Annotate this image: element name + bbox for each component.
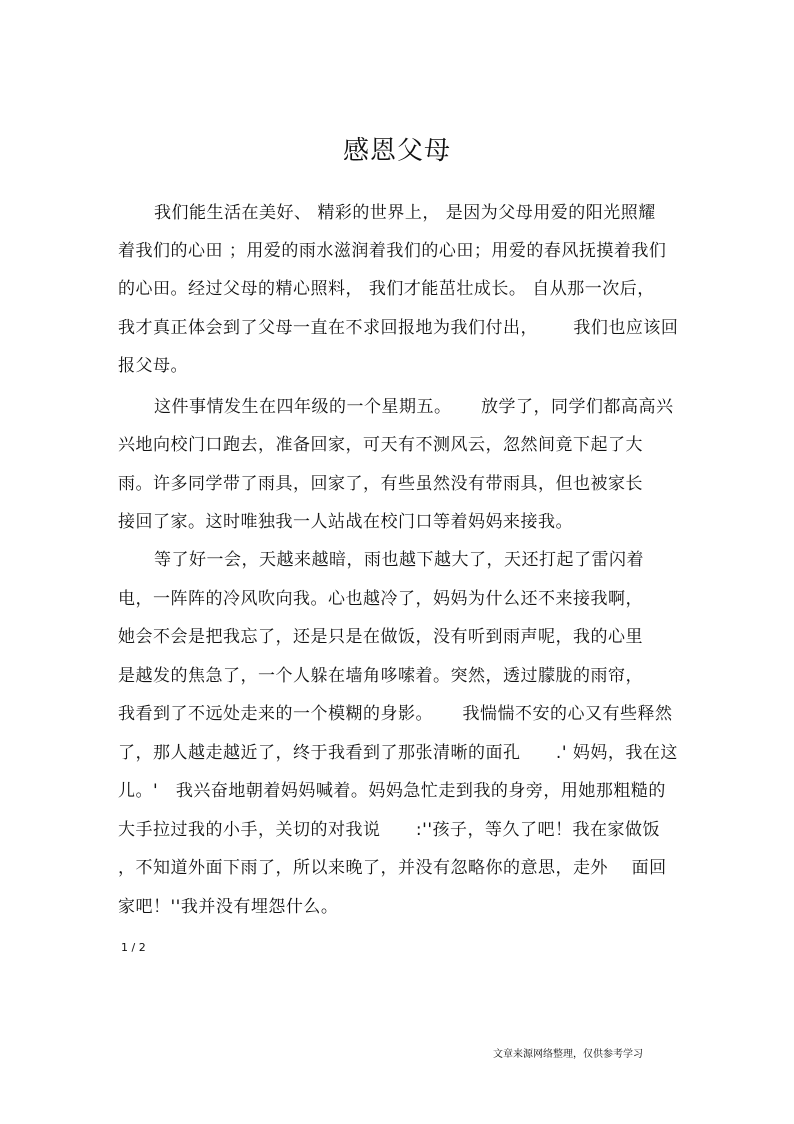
- text-line: 的心田。经过父母的精心照料， 我们才能茁壮成长。 自从那一次后，: [118, 279, 655, 299]
- text-line: ，不知道外面下雨了，所以来晚了，并没有忽略你的意思，走外 面回: [118, 858, 667, 878]
- page-number: 1 / 2: [121, 941, 146, 954]
- text-line: 我们能生活在美好、 精彩的世界上， 是因为父母用爱的阳光照耀: [154, 203, 656, 223]
- text-line: 这件事情发生在四年级的一个星期五。 放学了，同学们都高高兴: [154, 397, 674, 417]
- document-title: 感恩父母: [342, 136, 451, 166]
- text-line: 她会不会是把我忘了，还是只是在做饭，没有听到雨声呢，我的心里: [118, 627, 643, 647]
- text-line: 家吧！''我并没有埋怨什么。: [118, 897, 339, 917]
- text-line: 报父母。: [118, 356, 188, 376]
- text-line: 着我们的心田 ；用爱的雨水滋润着我们的心田；用爱的春风抚摸着我们: [118, 241, 667, 261]
- text-line: 是越发的焦急了，一个人躲在墙角哆嗦着。突然，透过朦胧的雨帘，: [118, 666, 643, 686]
- text-line: 儿。' 我兴奋地朝着妈妈喊着。妈妈急忙走到我的身旁，用她那粗糙的: [118, 781, 666, 801]
- text-line: 大手拉过我的小手，关切的对我说 :''孩子，等久了吧！我在家做饭: [118, 820, 660, 840]
- text-line: 电，一阵阵的冷风吹向我。心也越冷了，妈妈为什么还不来接我啊，: [118, 589, 643, 609]
- footer-note: 文章来源网络整理，仅供参考学习: [493, 1049, 643, 1060]
- text-line: 接回了家。这时唯独我一人站战在校门口等着妈妈来接我。: [118, 512, 573, 532]
- text-line: 等了好一会，天越来越暗，雨也越下越大了，天还打起了雷闪着: [154, 550, 644, 570]
- text-line: 我看到了不远处走来的一个模糊的身影。 我惴惴不安的心又有些释然: [118, 704, 673, 724]
- text-line: 雨。许多同学带了雨具，回家了，有些虽然没有带雨具，但也被家长: [118, 474, 643, 494]
- text-line: 兴地向校门口跑去，准备回家，可天有不测风云，忽然间竟下起了大: [118, 435, 643, 455]
- text-line: 我才真正体会到了父母一直在不求回报地为我们付出， 我们也应该回: [118, 318, 679, 338]
- text-line: 了，那人越走越近了，终于我看到了那张清晰的面孔 .' 妈妈，我在这: [118, 743, 678, 763]
